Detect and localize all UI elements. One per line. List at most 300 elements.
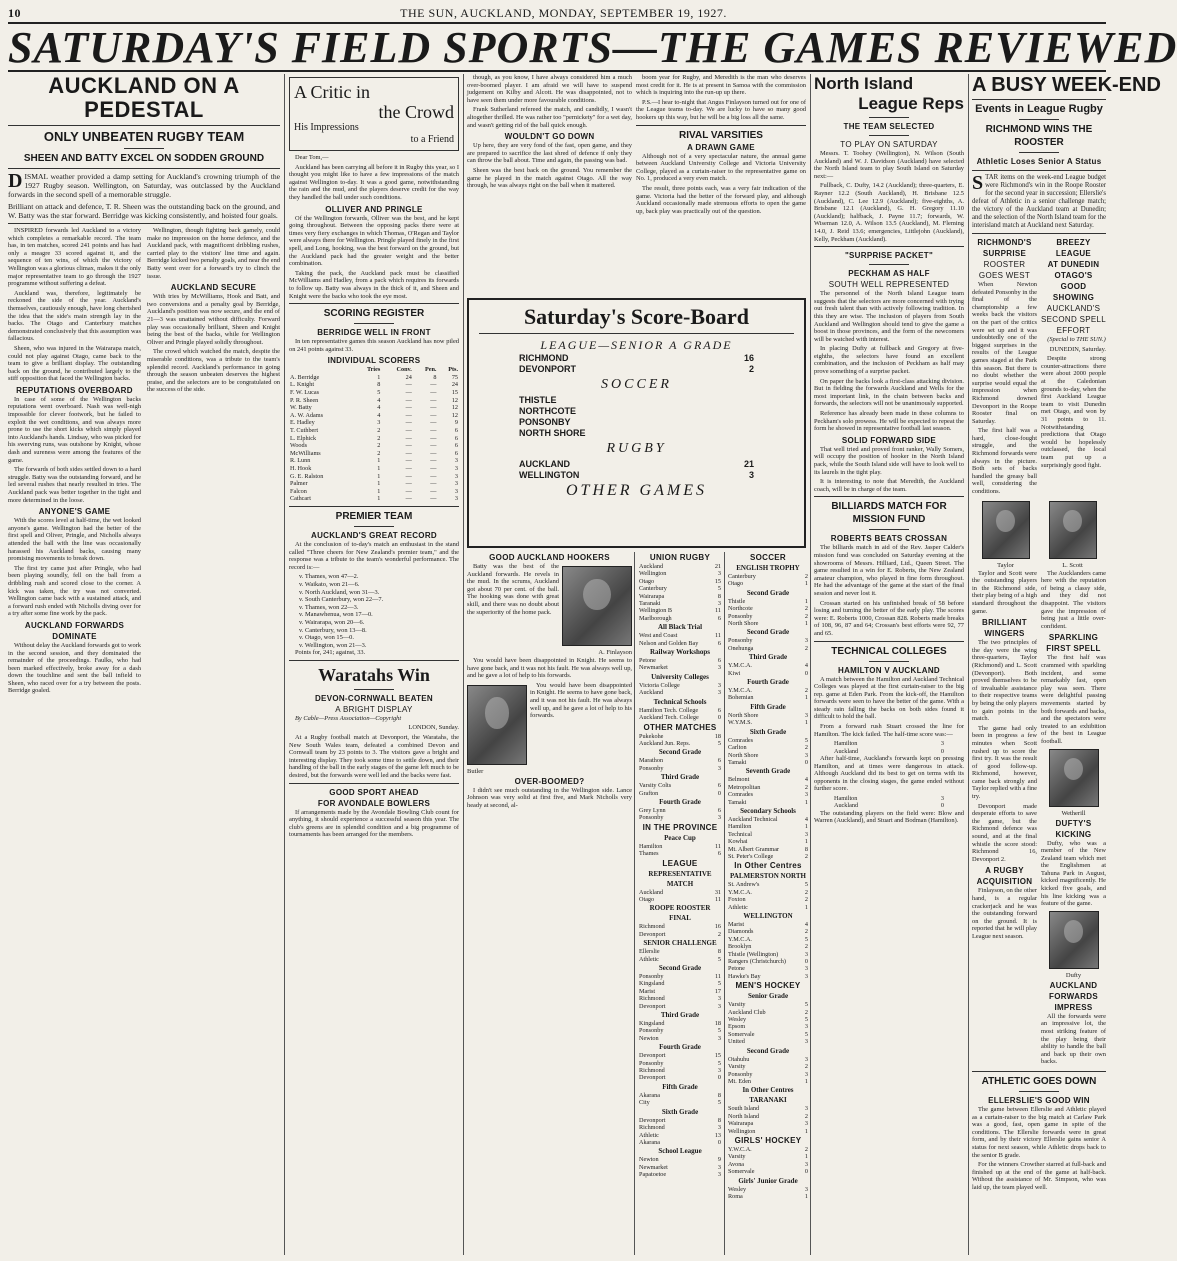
results-heading: School League (658, 1147, 702, 1156)
result-row: Diamonds 2 (728, 928, 808, 936)
results-heading: In Other Centres (734, 861, 802, 871)
result-row: Y.M.C.A. 5 (728, 935, 808, 943)
result-row: Varsity Colts 6 (639, 782, 721, 790)
scorer-row: Falcon 1 — — 3 (290, 487, 458, 495)
result-row: Kingsland 5 (639, 980, 721, 988)
result-row: Metropolitan 2 (728, 783, 808, 791)
results-heading: Fifth Grade (750, 702, 786, 711)
result-row: Auckland 31 (639, 888, 721, 896)
result-row: Somervale 5 (728, 1030, 808, 1038)
special-note: (Special to THE SUN.) (1047, 336, 1106, 343)
subhead: DUFTY'S KICKING (1055, 818, 1092, 839)
column-2 (289, 74, 459, 1255)
result-row: Marlborough 6 (639, 614, 721, 622)
results-heading: Fourth Grade (659, 1043, 701, 1052)
result-row: Tamaki 0 (728, 758, 808, 766)
article-paragraph: The Aucklanders came here with the reputation of being a classy side, and they did not disappoint. The visitors gave the impression of being just a little over-confident. (1041, 569, 1106, 630)
result-row: Otago 11 (639, 895, 721, 903)
result-row: Richmond 16 (639, 923, 721, 931)
article-paragraph: INSPIRED forwards led Auckland to a victory which completes a remarkable record. The team has, in ten matches, scored 241 points and has had only a meagre 33 scored against it, and the sequence of ten wins, of which the victory of Wellington was a glorious climax, makes it the only major representative team to go through the 1927 programme without suffering a defeat. (8, 227, 141, 288)
article-paragraph: You would have been disappointed in Knight. He seems to have gone back, and it was not his fault. He was always well up, and he gave a lot of help to his forwards. (467, 657, 632, 680)
scorer-row: G. E. Ralston 1 — — 3 (290, 472, 458, 480)
result-row: Ponsonby 3 (728, 637, 808, 645)
scorer-row: McWilliams 2 — — 6 (290, 449, 458, 457)
result-row: St. Andrew's 5 (728, 881, 808, 889)
other-games-title: OTHER GAMES (566, 482, 707, 499)
result-row: Akarana 8 (639, 1091, 721, 1099)
article-paragraph: All the forwards were an impressive lot, the most striking feature of the play being their ability to handle the ball and back up their own backs. (1041, 1012, 1106, 1066)
subhead-richmond-rooster: RICHMOND WINS THE ROOSTER (985, 124, 1093, 148)
article-paragraph: boom year for Rugby, and Meredith is the man who deserves most credit for it. He is at present in Samoa with the commission which is inquiring into the run-up up there. (636, 74, 806, 97)
dropcap: D (8, 170, 23, 192)
article-paragraph: The first half was crammed with sparkling incident, and some remarkably fast, open play was seen. There were delightful passing movements started by both forwards and backs, and the spectators were treated to an exhibition of the best in League football. (1041, 654, 1106, 745)
result-row: South Island 3 (728, 1105, 808, 1113)
results-heading: SOCCER (749, 553, 787, 562)
result-row: Ponsonby 3 (728, 1070, 808, 1078)
result-row: Bohemian 1 (728, 694, 808, 702)
result-row: Ponsonby 3 (639, 814, 721, 822)
result-row: Mt. Albert Grammar 8 (728, 845, 808, 853)
result-row: Ponsonby 3 (639, 764, 721, 772)
article-paragraph: Crossan started on his unfinished break of 58 before losing and turning the better of the early play. The scores were: E. Roberts 1000, Crossan 828. Roberts made breaks of 108, 96, 87 and 64; Crossan's best efforts were 92, 77 and 65. (814, 599, 964, 637)
result-row: Onehunga 2 (728, 644, 808, 652)
lead-paragraph: STAR items on the week-end League budget were Richmond's win in the Roope Rooster for the second year in succession; Ellerslie's defeat of Athletic in a senior challenge match; the victory of the Auckland team at Dunedin; and the selection of the North Island team for the interisland match at Auckland next Saturday. (972, 172, 1106, 229)
subhead-rival-varsities: RIVAL VARSITIES (679, 129, 763, 141)
results-heading: Sixth Grade (749, 727, 787, 736)
dateline: DUNEDIN, Saturday. (1049, 345, 1106, 353)
article-paragraph: Auckland has been carrying all before it in Rugby this year, so I thought you might like to have a few impressions of the match against Wellington to-day. It was a good game, notwithstanding the rain and the mud, and the players deserve credit for the way they handled the ball under such conditions. (289, 163, 459, 201)
record-item: v. Canterbury, won 13—8. (299, 626, 367, 634)
results-heading: GIRLS' HOCKEY (734, 1135, 802, 1145)
result-row: Ponsonby 5 (639, 1027, 721, 1035)
result-row: Otago 15 (639, 577, 721, 585)
subhead-scoring-register: SCORING REGISTER (323, 308, 425, 320)
subhead: AUCKLAND FORWARDS DOMINATE (24, 620, 125, 641)
result-row: Richmond 3 (639, 995, 721, 1003)
result-row: Auckland 3 (639, 689, 721, 697)
results-heading: Fourth Grade (747, 678, 789, 687)
record-item: v. South Canterbury, won 22—7. (299, 596, 384, 604)
result-row: Pukekohe 18 (639, 732, 721, 740)
headline-waratahs: Waratahs Win (318, 664, 430, 685)
result-row: Petone 6 (639, 657, 721, 665)
article-paragraph: That well tried and proved front ranker, Wally Somers, will occupy the position of hooker in the North Island pack, while the South Island side will have to look well to its laurels in the tight play. (814, 445, 964, 476)
result-row: Hamilton Tech. College 6 (639, 706, 721, 714)
scorers-table (289, 366, 459, 503)
result-row: Wairarapa 3 (728, 1120, 808, 1128)
result-row: North Shore 3 (728, 751, 808, 759)
result-row: Tamaki 1 (728, 798, 808, 806)
photo-dufty (1049, 911, 1099, 969)
subhead: ROBERTS BEATS CROSSAN (830, 534, 948, 544)
subhead: RICHMOND'S SURPRISE (977, 238, 1032, 258)
results-heading: Fifth Grade (662, 1082, 698, 1091)
subhead: SOLID FORWARD SIDE (841, 435, 937, 445)
scoreboard-row: THISTLE (519, 395, 557, 405)
subhead: AUCKLAND FORWARDS IMPRESS (1049, 980, 1098, 1012)
results-heading: Second Grade (746, 588, 790, 597)
result-row: Varsity 5 (728, 1001, 808, 1009)
article-paragraph: If arrangements made by the Avondale Bowling Club count for anything, it should experience a successful season this year. The club's greens are in splendid condition and a big programme of tournaments has been arranged for the members. (289, 808, 459, 839)
article-paragraph: Finlayson, on the other hand, is a regular crackerjack and he was the outstanding forward on the ground. It is reported that he will play League next season. (972, 887, 1037, 940)
subhead: A DRAWN GAME (687, 142, 755, 152)
masthead (8, 6, 1106, 20)
subhead: A RUGBY ACQUISITION (976, 866, 1033, 887)
result-row: Otago 1 (728, 580, 808, 588)
subhead: AUCKLAND'S SECOND SPELL EFFORT (1041, 304, 1106, 335)
subhead: BREEZY LEAGUE (1055, 238, 1092, 258)
scorer-row: R. Lunn 1 — — 3 (290, 457, 458, 465)
results-heading: Second Grade (658, 748, 702, 757)
result-row: Newton 3 (639, 1034, 721, 1042)
subhead: OTAGO'S GOOD SHOWING (1052, 271, 1095, 302)
results-heading: Seventh Grade (745, 767, 791, 776)
result-row: Auckland Technical 4 (728, 815, 808, 823)
sport-soccer: SOCCER (601, 377, 672, 392)
result-row: Auckland 21 (639, 563, 721, 570)
scoreboard-box (467, 298, 806, 548)
article-paragraph: On paper the backs look a first-class attacking division. But in fielding the forwards Auckland and Wells for the most important link, in the chain between backs and forwards, the selectors will not be unanimously supported. (814, 377, 964, 408)
result-row: Y.M.C.A. 4 (728, 662, 808, 670)
subhead: BRILLIANT WINGERS (982, 618, 1027, 639)
article-paragraph: I didn't see much outstanding in the Wellington side. Lance Johnson was very solid at first five, and Mark Nicholls very heady at second, al- (467, 786, 632, 809)
article-paragraph: In placing Dufty at fullback and Gregory at five-eighths, the selectors have found an excellent combination, and the inclusion of Peckham as half may prove something of a surprise packet. (814, 345, 964, 376)
article-paragraph: At the conclusion of to-day's match an enthusiast in the stand called "Three cheers for New Zealand's premier team," and the response was a tribute to the team's wonderful performance. The record is:— (289, 540, 459, 571)
result-row: Thames 6 (639, 850, 721, 858)
byline: By Cable—Press Association—Copyright (295, 714, 402, 722)
scorer-row: Palmer 1 — — 3 (290, 480, 458, 488)
paper-date: THE SUN, AUCKLAND, MONDAY, SEPTEMBER 19, 1927. (400, 5, 727, 20)
result-row: Foxton 2 (728, 896, 808, 904)
subhead-billiards: BILLIARDS MATCH FOR MISSION FUND (831, 501, 947, 526)
article-paragraph: Sheen, who was injured in the Wairarapa match, could not play against Otago, came back to the team to give a brilliant display. The outstanding back on the ground, he contributed largely to the stiff opposition that faced the Wellington backs. (8, 344, 141, 383)
result-row: Newmarket 3 (639, 1163, 721, 1171)
result-row: Canterbury 2 (728, 573, 808, 580)
result-row: Brooklyn 2 (728, 943, 808, 951)
subhead: OVER-BOOMED? (514, 776, 585, 786)
results-heading: Third Grade (660, 773, 700, 782)
subhead: DEVON-CORNWALL BEATEN (314, 693, 433, 703)
record-item: v. Wellington, won 21—3. (299, 641, 367, 649)
results-heading: Second Grade (658, 964, 702, 972)
result-row: Devonport 8 (639, 1116, 721, 1124)
subhead-premier-team: PREMIER TEAM (335, 510, 413, 522)
result-row: Newmarket 3 (639, 664, 721, 672)
column-6 (814, 74, 964, 1255)
result-row: Somervale 0 (728, 1168, 808, 1176)
result-row: Mt. Eden 1 (728, 1077, 808, 1085)
caption-dufty: Dufty (1065, 971, 1082, 979)
results-heading: Third Grade (660, 1011, 700, 1020)
result-row: Devonport 15 (639, 1052, 721, 1060)
article-paragraph: The personnel of the North Island League team suggests that the selectors are more concerned with trying out fresh talent than with actively following tradition. In this they are wise. The inclusion of players from South Auckland and Wellington should tend to give the game a boost in those provinces, and the form of the newcomers will be watched with interest. (814, 290, 964, 343)
subhead: Athletic Loses Senior A Status (976, 157, 1102, 166)
record-item: v. Otago, won 15—0. (299, 634, 354, 642)
article-paragraph: Of the Wellington forwards, Olliver was the best, and he kept going throughout. Between the opposing packs there were at times very fiery exchanges in which Thomas, O'Regan and Taylor were always there for Wellington. Pringle played finely in the first spell, and Long, hooking, was the best forward on the ground, but the Auckland pack had the greater weight and the better combination. (289, 214, 459, 268)
results-heading: ENGLISH TROPHY (736, 564, 800, 572)
result-row: Wesley 3 (728, 1185, 808, 1193)
subhead: THE TEAM SELECTED (843, 122, 935, 131)
result-row: Athletic 13 (639, 1131, 721, 1139)
article-paragraph: Batty was the best of the Auckland forwards. He revels in the mud. In the scrums, Auckland got about 70 per cent. of the ball. The hooking was done with great skill, and there was no doubt about the superiority of the home pack. (467, 563, 559, 616)
scoreboard-row: PONSONBY (519, 417, 571, 427)
result-row: Athletic 1 (728, 903, 808, 911)
result-row: Athletic 5 (639, 955, 721, 963)
subhead: BERRIDGE WELL IN FRONT (317, 328, 431, 338)
result-row: Ponsonby 5 (639, 1059, 721, 1067)
result-row: Wellington 3 (639, 570, 721, 578)
result-row: Devonport 2 (639, 930, 721, 938)
result-row: Taranaki 3 (639, 600, 721, 608)
article-paragraph: You would have been disappointed in Knight. He seems to have gone back, and it was not his fault. He was always well up, and he gave a lot of help to his forwards. (530, 681, 632, 720)
scorer-row: P. R. Sheen 4 — — 12 (290, 396, 458, 404)
article-paragraph: though, as you know, I have always considered him a much over-boomed player. I am afraid we will have to suspend judgement on Kilby and Alcott. He was disappointed, not to have seen them under more favourable conditions. (467, 74, 632, 104)
record-item: v. Thames, won 22—3. (299, 603, 359, 611)
caption-butler: Butler (467, 767, 484, 775)
column-7 (972, 74, 1161, 1255)
scorer-row: H. Hook 1 — — 3 (290, 465, 458, 472)
results-heading: WELLINGTON (743, 912, 793, 920)
result-row: Avona 3 (728, 1160, 808, 1168)
lead-paragraph-2: Brilliant on attack and defence, T. R. Sheen was the outstanding back on the ground, and W. Batty was the star forward. Berridge was kicking consistently, and hoisted four goals. (8, 202, 280, 220)
result-row: Rangers (Christchurch) 0 (728, 958, 808, 966)
subhead: SPARKLING FIRST SPELL (1046, 633, 1101, 654)
results-heading: Third Grade (748, 653, 788, 662)
article-paragraph: The result, three points each, was a very fair indication of the game. Victoria had the better of the forward play, and although Auckland occasionally made strenuous efforts to open the game up, back play was practically out of the question. (636, 184, 806, 215)
article-paragraph: Despite strong counter-attractions there were about 2000 people at the Caledonian grounds to-day, when the first Auckland League team to visit Dunedin met Otago, and won by 31 points to 11. Notwithstanding predictions that Otago would be hopelessly outclassed, the local team put up a surprisingly good fight. (1041, 355, 1106, 469)
result-row: Hamilton 1 (728, 823, 808, 831)
result-row: Ellerslie 8 (639, 948, 721, 956)
result-row: Otahuhu 3 (728, 1055, 808, 1063)
article-paragraph: Reference has already been made in these columns to Peckham's solo prowess. He will be expected to repeat the form he showed in representative football last season. (814, 410, 964, 433)
scoreboard-row: NORTH SHORE (519, 428, 586, 438)
result-row: Comrades 3 (728, 791, 808, 799)
results-heading: All Black Trial (657, 623, 703, 632)
result-row: Victoria College 3 (639, 681, 721, 689)
result-row: Comrades 5 (728, 736, 808, 744)
result-row: Hamilton 11 (639, 842, 721, 850)
results-heading: OTHER MATCHES (643, 722, 717, 732)
article-paragraph: The forwards of both sides settled down to a hard struggle. Batty was the outstanding forward, and he led several rushes that nearly resulted in tries. The Auckland pack was better together in the tight and more determined in the loose. (8, 466, 141, 504)
results-heading: UNION RUGBY (649, 553, 711, 562)
result-row: Hawke's Bay 3 (728, 972, 808, 980)
caption-wetherill: Wetherill (1061, 809, 1086, 817)
subhead: HAMILTON V AUCKLAND (838, 665, 940, 675)
result-row: Carlton 2 (728, 744, 808, 752)
result-row: Devonport 0 (639, 1074, 721, 1082)
result-row: Devonport 3 (639, 1002, 721, 1010)
subhead: REPUTATIONS OVERBOARD (16, 385, 133, 395)
result-row: Hamilton 3 (834, 795, 944, 803)
results-heading: Railway Workshops (650, 648, 710, 657)
scorer-row: F. W. Lucas 5 — — 15 (290, 389, 458, 397)
subhead-sheen-batty: SHEEN AND BATTY EXCEL ON SODDEN GROUND (23, 153, 265, 164)
results-heading: Girls' Junior Grade (738, 1176, 798, 1185)
critic-sub-1: His Impressions (294, 122, 359, 133)
record-item: v. North Auckland, won 31—3. (299, 588, 380, 596)
article-paragraph: The first half was a hard, close-fought struggle, and the Richmond forwards were always in the picture. Both sets of backs handled the greasy ball well, considering the conditions. (972, 427, 1037, 496)
result-row: City 5 (639, 1099, 721, 1107)
result-row: Wellington B 11 (639, 607, 721, 615)
subhead: GOOD SPORT AHEAD (329, 787, 419, 797)
subhead: SOUTH WELL REPRESENTED (828, 280, 950, 290)
article-paragraph: Without delay the Auckland forwards got to work in the second session, and they dominated the remainder of the proceedings. Faulks, who had been marked effectively, broke away for a dash down the touchline and sent the ball infield to Sheen, who raced over for a try between the posts. Berridge goaled. (8, 641, 141, 695)
subhead: AUCKLAND'S GREAT RECORD (311, 530, 437, 540)
result-row: Kiwi 0 (728, 669, 808, 677)
scoreboard-row: WELLINGTON 3 (519, 470, 754, 480)
article-paragraph: From a forward rush Stuart crossed the line for Hamilton. The kick failed. The half-time score was:— (814, 723, 964, 738)
subhead: "SURPRISE PACKET" (844, 251, 934, 261)
critic-title-1: A Critic in (294, 82, 370, 102)
result-row: Thistle (Wellington) 3 (728, 950, 808, 958)
result-row: Marist 17 (639, 987, 721, 995)
subhead-athletic-down: ATHLETIC GOES DOWN (981, 1076, 1097, 1087)
scorer-row: W. Batty 4 — — 12 (290, 404, 458, 412)
article-paragraph: Sheen was the best back on the ground. You remember the game he played in the match against Otago. All the way through, he was always right on the ball when it mattered. (467, 166, 632, 190)
result-row: Richmond 3 (639, 1067, 721, 1075)
results-heading: Technical Schools (653, 697, 707, 706)
subhead: OLLIVER AND PRINGLE (325, 204, 423, 214)
result-row: Grey Lynn 6 (639, 806, 721, 814)
article-paragraph: The two principles of the day were the wing three-quarters, Taylor (Richmond) and L. Scott (Devonport). Both proved themselves to be of invaluable assistance to their respective teams by being the only players to gain points in the match. (972, 639, 1037, 723)
article-paragraph: For the winners Crowther starred at full-back and finished up at the end of the game at half-back. Without the assistance of Mr. Simpson, who was laid up, the team played well. (972, 1161, 1106, 1191)
headline-north-island: North Island (814, 74, 914, 93)
result-row: United 3 (728, 1038, 808, 1046)
column-4-top (636, 74, 806, 294)
results-heading: PALMERSTON NORTH (730, 872, 806, 881)
headline-busy-weekend: A BUSY WEEK-END (972, 74, 1161, 96)
subhead: FOR AVONDALE BOWLERS (317, 798, 431, 808)
subhead-technical-colleges: TECHNICAL COLLEGES (831, 645, 947, 657)
article-paragraph: Taking the pack, the Auckland pack must be classified McWilliams and Hadley, from a pack which requires its forwards to follow up. Batty was always in the thick of it, and Sheen and Knight were the backs who took the eye most. (289, 269, 459, 300)
result-row: Marathon 6 (639, 757, 721, 765)
article-paragraph: P.S.—I hear to-night that Angus Finlayson turned out for one of the League teams to-day. We are lucky to have so many good hookers up this way, but he will be a big loss all the same. (636, 98, 806, 121)
scorer-row: E. Hadley 3 — — 9 (290, 419, 458, 427)
record-item: v. Manawhenua, won 17—0. (299, 611, 373, 619)
results-heading: University Colleges (651, 672, 709, 681)
result-row: St. Peter's College 2 (728, 852, 808, 860)
result-row: Hamilton 3 (834, 740, 944, 748)
column-3-bottom (467, 552, 632, 1255)
column-5-results (728, 552, 808, 1255)
article-paragraph: At a Rugby football match at Devonport, the Waratahs, the New South Wales team, defeated a combined Devon and Cornwall team by 23 points to 3. The visitors gave a bright and interesting display. They took some time to settle down, and their handling of the ball in the early stages of the game left much to be desired, but the forwards were well led and the backs were fast. (289, 734, 459, 780)
critic-box (289, 77, 459, 151)
results-heading: MEN'S HOCKEY (735, 981, 801, 991)
result-row: Y.M.C.A. 2 (728, 888, 808, 896)
result-row: Papatoetoe 3 (639, 1171, 721, 1179)
article-paragraph: With the scores level at half-time, the wet looked anyone's game. Wellington had the better of the first spell and Oliver, Pringle, and Nicholls always attended the ball with the line was occasionally harassed his Auckland backs, causing many promising movements to break down. (8, 517, 141, 563)
results-heading: SENIOR CHALLENGE (643, 939, 717, 948)
photo-finlayson (562, 566, 632, 646)
results-heading: REPRESENTATIVE MATCH (648, 869, 712, 888)
result-row: Epsom 3 (728, 1023, 808, 1031)
photo-taylor (982, 501, 1030, 559)
result-row: Marist 4 (728, 921, 808, 928)
article-paragraph: Auckland was, therefore, legitimately be reckoned the side of the year. Auckland's themselves, cautiously enough, have long cherished the idea that the side's main strength lay in the backs. The Otago and Canterbury matches demonstrated conclusively that this assumption was fallacious. (8, 289, 141, 343)
caption-finlayson: A. Finlayson (598, 649, 632, 656)
result-row: North Shore 3 (728, 711, 808, 719)
results-heading: Sixth Grade (661, 1107, 699, 1116)
result-row: Varsity 2 (728, 1063, 808, 1071)
article-paragraph: A match between the Hamilton and Auckland Technical Colleges was played at the first curtain-raiser to the big rep. game at Eden Park. From the kick-off, the Hamilton forwards were seen to have the better of the game. With a steady rain falling the backs on both sides found it difficult to hold the ball. (814, 675, 964, 721)
result-row: Newton 9 (639, 1156, 721, 1164)
subhead: WOULDN'T GO DOWN (504, 132, 595, 142)
result-row: Wairarapa 8 (639, 592, 721, 600)
subhead: ELLERSLIE'S GOOD WIN (988, 1096, 1090, 1105)
article-paragraph: When Newton defeated Ponsonby in the final of the championship a few weeks back the visitors on the part of the critics were set up and it was undoubtedly one of the biggest surprises in the results of the League games staged at the Park this season. But there is no doubt whether the surprise would equal the impression when Richmond downed Devonport in the Roope Rooster final on Saturday. (972, 281, 1037, 425)
record-list (289, 573, 459, 649)
result-row: Roma 1 (728, 1192, 808, 1200)
subhead: AT DUNEDIN (1047, 260, 1100, 269)
article-paragraph: Although not of a very spectacular nature, the annual game between Auckland University College and Victoria University College, played as a curtain-raiser to the representative game on No. 1, produced a very even match. (636, 152, 806, 183)
dateline: LONDON, Sunday. (408, 724, 459, 732)
results-heading: Senior Grade (747, 992, 789, 1001)
article-paragraph: Up here, they are very fond of the fast, open game, and they are prepared to sacrifice the last shred of defence if only they can throw the ball about. Time and again, the passing was bad. (467, 142, 632, 165)
results-heading: Peace Cup (664, 833, 696, 842)
results-heading: TARANAKI (749, 1096, 787, 1105)
article-paragraph: In case of some of the Wellington backs reputations went overboard. Nash was well-nigh impossible for clever footwork, but he failed to exploit the wet conditions, and was always more prone to use the short kicks which simply played into Auckland's hands. Lindsay, who was picked for his swerving runs, was outshone by Knight, whose dash and sureness were among the features of the game. (8, 395, 141, 464)
result-row: Petone 3 (728, 965, 808, 973)
scorer-row: Cathcart 1 — — 3 (290, 495, 458, 503)
photo-wetherill (1049, 749, 1099, 807)
article-paragraph: It is interesting to note that Meredith, the Auckland coach, will be in charge of the team. (814, 478, 964, 493)
results-heading: Second Grade (746, 1046, 790, 1055)
subhead: ROOSTER GOES WEST (978, 260, 1031, 280)
article-paragraph: The first try came just after Pringle, who had been playing soundly, fell on the ball from a dribbling rush and scored close to the corner. A kick was taken, the try was not converted. Wellington came back with a sustained attack, and a forward rush ended with Nicholls diving over for a try after some fine work by the pack. (8, 564, 141, 618)
article-paragraph: The outstanding players on the field were: Blow and Warren (Auckland), and Stuart and Bodman (Hamilton). (814, 809, 964, 825)
subhead: Events in League Rugby (975, 103, 1103, 115)
article-paragraph: After half-time, Auckland's forwards kept on pressing Hamilton, and at times were dangerous in attack. Although Auckland did its best to get on terms with its opponents in the closing stages, the game ended without further score. (814, 755, 964, 793)
result-row: Belmont 4 (728, 776, 808, 784)
result-row: Grafton 0 (639, 789, 721, 797)
scoreboard-row: AUCKLAND 21 (519, 459, 754, 469)
results-heading: Second Grade (746, 628, 790, 637)
result-row: West and Coast 11 (639, 632, 721, 640)
result-row: Canterbury 5 (639, 585, 721, 593)
result-row: Wesley 5 (728, 1016, 808, 1024)
result-row: Northcote 2 (728, 605, 808, 613)
record-item: v. Wairarapa, won 20—6. (299, 618, 365, 626)
scorer-row: Woods 2 — — 6 (290, 442, 458, 450)
result-row: North Shore 1 (728, 620, 808, 628)
columns (8, 73, 1161, 1255)
scorer-row: T. Cuthbert 2 — — 6 (290, 427, 458, 435)
result-row: Auckland 0 (834, 802, 944, 810)
subhead: PECKHAM AS HALF (848, 269, 930, 279)
article-paragraph: Devonport made desperate efforts to save the game, but the Richmond defence was sound, and at the final whistle the score stood: Richmond 16, Devonport 2. (972, 802, 1037, 863)
record-item: v. Waikato, won 21—6. (299, 580, 360, 588)
result-row: Kowhai 1 (728, 838, 808, 846)
column-1 (8, 74, 280, 1255)
result-row: Varsity 1 (728, 1153, 808, 1161)
results-heading: LEAGUE (662, 858, 698, 868)
results-heading: IN THE PROVINCE (642, 822, 718, 832)
results-heading: Fourth Grade (659, 797, 701, 806)
results-heading: ROOPE ROOSTER FINAL (649, 904, 711, 923)
result-row: Auckland Jun. Reps. 5 (639, 739, 721, 747)
critic-title-2: the Crowd (378, 102, 454, 122)
subhead: GOOD AUCKLAND HOOKERS (489, 553, 610, 562)
article-paragraph: With tries by McWilliams, Hook and Batt, and two conversions and a penalty goal by Berridge, Auckland's position was now secure, and the end of 21—3 was unattained without difficulty. Forward play was occasionally brilliant, Sheen and Knight being the best of the backs, while for Wellington Oliver and Pringle played solidly throughout. (147, 293, 280, 346)
result-row: Auckland Tech. College 0 (639, 714, 721, 722)
scorer-row: L. Knight 8 — — 24 (290, 381, 458, 389)
subhead: INDIVIDUAL SCORERS (327, 356, 421, 366)
caption-taylor: Taylor (997, 561, 1014, 569)
result-row: Technical 3 (728, 830, 808, 838)
record-total: Points for, 241; against, 33. (295, 649, 366, 657)
result-row: Ponsonby 2 (728, 612, 808, 620)
result-row: Ponsonby 11 (639, 973, 721, 980)
